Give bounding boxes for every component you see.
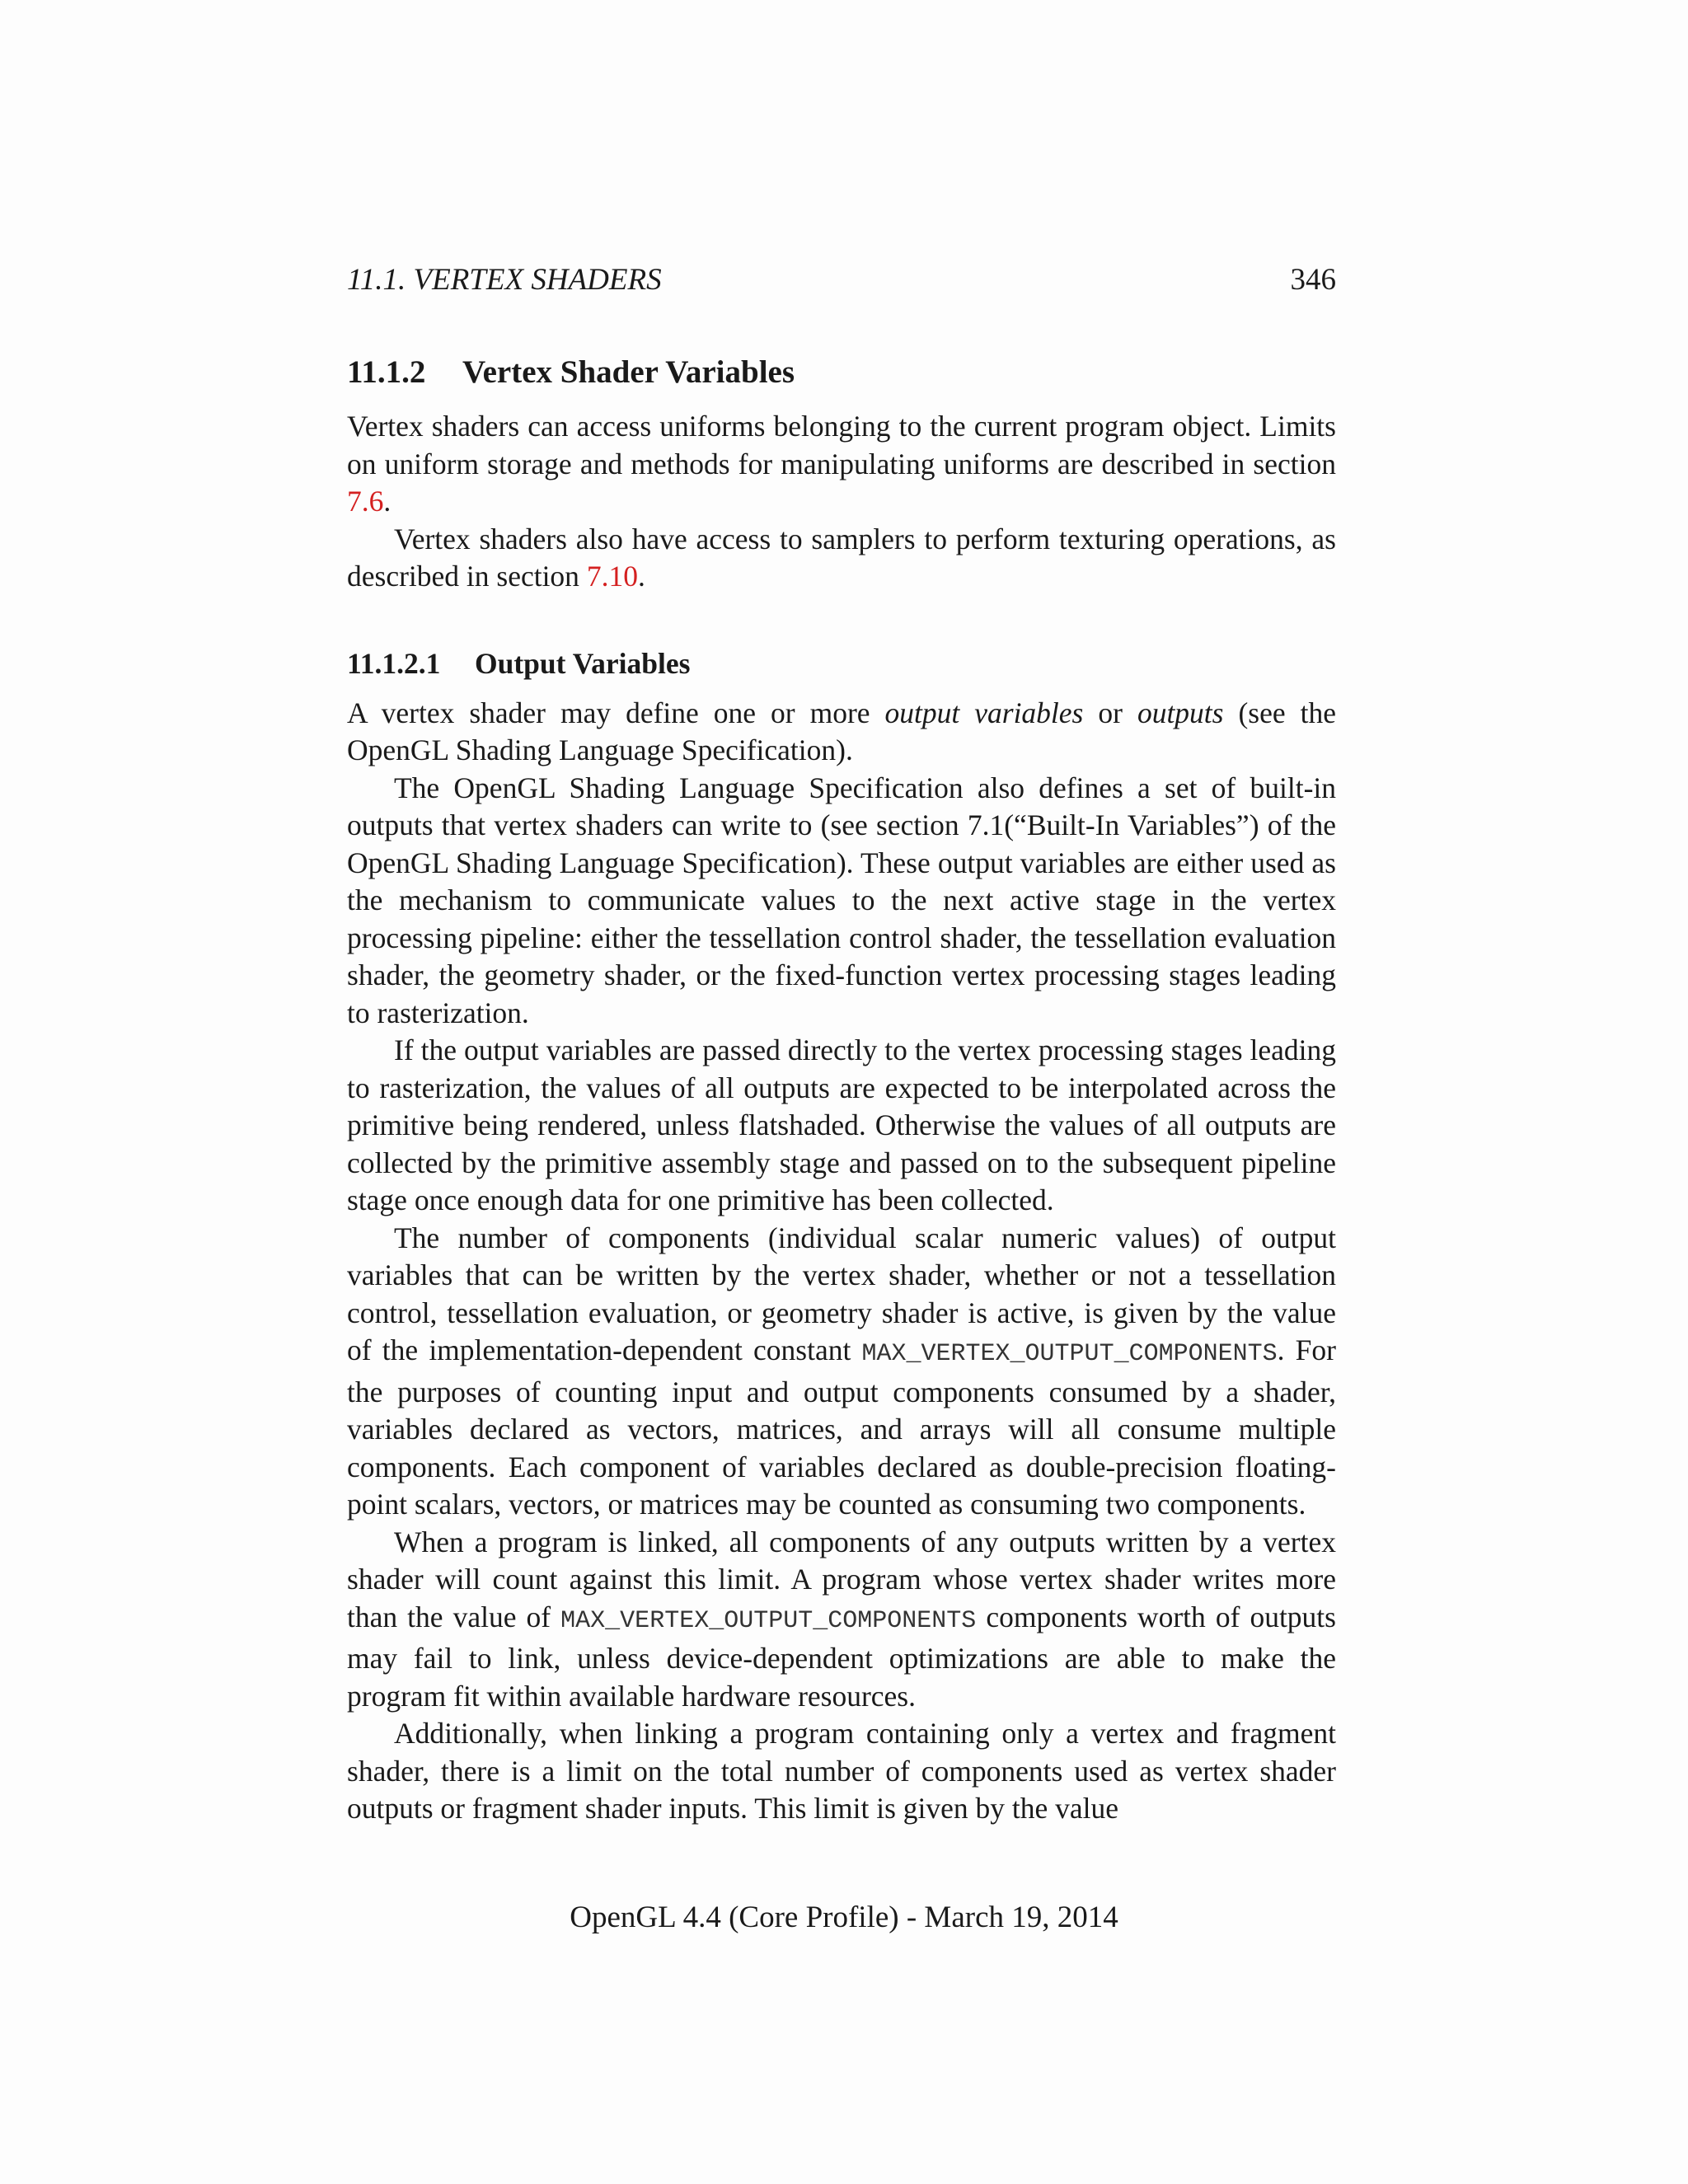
paragraph: Additionally, when linking a program containing only a vertex and fragment shader, there is a limit on the total number of components used as vertex shader outputs or fragment shader inputs. This limit is given by the value [347,1717,1336,1825]
paragraph-text: Vertex shaders can access uniforms belonging to the current program object. Limits on uniform storage and methods for manipulating uniforms are described in section [347,410,1336,480]
body-text [347,353,1336,1828]
page-number: 346 [1290,263,1336,297]
paragraph-text: (see the OpenGL Shading Language Specification). [347,696,1336,766]
section-heading-11-1-2 [347,353,1336,392]
emphasis-term: outputs [1137,696,1224,729]
subsection-number: 11.1.2.1 [347,646,441,680]
code-constant: MAX_VERTEX_OUTPUT_COMPONENTS [560,1606,977,1635]
section-title: Vertex Shader Variables [462,354,795,390]
section-link[interactable]: 7.6 [347,485,384,518]
paragraph: If the output variables are passed directly to the vertex processing stages leading to rasterization, the values of all outputs are expected to be interpolated across the primitive being rendered, unless flatshaded. Otherwise the values of all outputs are collected by the primitive assembly stage and passed on to the subsequent pipeline stage once enough data for one primitive has been collected. [347,1033,1336,1216]
paragraph-text: . [383,485,392,518]
subsection-heading-11-1-2-1 [347,645,1336,682]
paragraph-text: . [637,560,645,593]
code-constant: MAX_VERTEX_OUTPUT_COMPONENTS [861,1340,1278,1368]
paragraph [347,1524,1336,1716]
page-footer: OpenGL 4.4 (Core Profile) - March 19, 2014 [570,1900,1118,1934]
paragraph-text: components worth of outputs may fail to link, unless device-dependent optimizations are able to make the program fit within available hardware resources. [347,1600,1336,1713]
paragraph: The OpenGL Shading Language Specification also defines a set of built-in outputs that vertex shaders can write to (see section 7.1(“Built-In Variables”) of the OpenGL Shading Language Specification). These output variables are either used as the mechanism to communicate values to the next active stage in the vertex processing pipeline: either the tessellation control shader, the tessellation evaluation shader, the geometry shader, or the fixed-function vertex processing stages leading to rasterization. [347,771,1336,1029]
paragraph [347,695,1336,770]
subsection-title: Output Variables [475,646,691,680]
paragraph-text: The number of components (individual scalar numeric values) of output variables that can be written by the vertex shader, whether or not a tessellation control, tessellation evaluation, or geometry shader is active, is given by the value of the implementation-dependent constant [347,1221,1336,1366]
paragraph [347,408,1336,521]
section-link[interactable]: 7.10 [586,560,638,593]
paragraph-text: . For the purposes of counting input and output components consumed by a shader, variables declared as vectors, matrices, and arrays will all consume multiple components. Each component of variables declared as double-precision floating-point scalars, vectors, or matrices may be counted as consuming two components. [347,1333,1336,1521]
running-header-section: 11.1. VERTEX SHADERS [347,263,662,297]
paragraph-text: Vertex shaders also have access to samplers to perform texturing operations, as described in section [347,522,1336,593]
paragraph [347,1220,1336,1524]
paragraph-text: or [1083,696,1137,729]
paragraph-text: A vertex shader may define one or more [347,696,885,729]
section-number: 11.1.2 [347,354,426,390]
paragraph [347,521,1336,596]
paragraph-text: When a program is linked, all components of any outputs written by a vertex shader will count against this limit. A program whose vertex shader writes more than the value of [347,1525,1336,1633]
emphasis-term: output variables [884,696,1084,729]
